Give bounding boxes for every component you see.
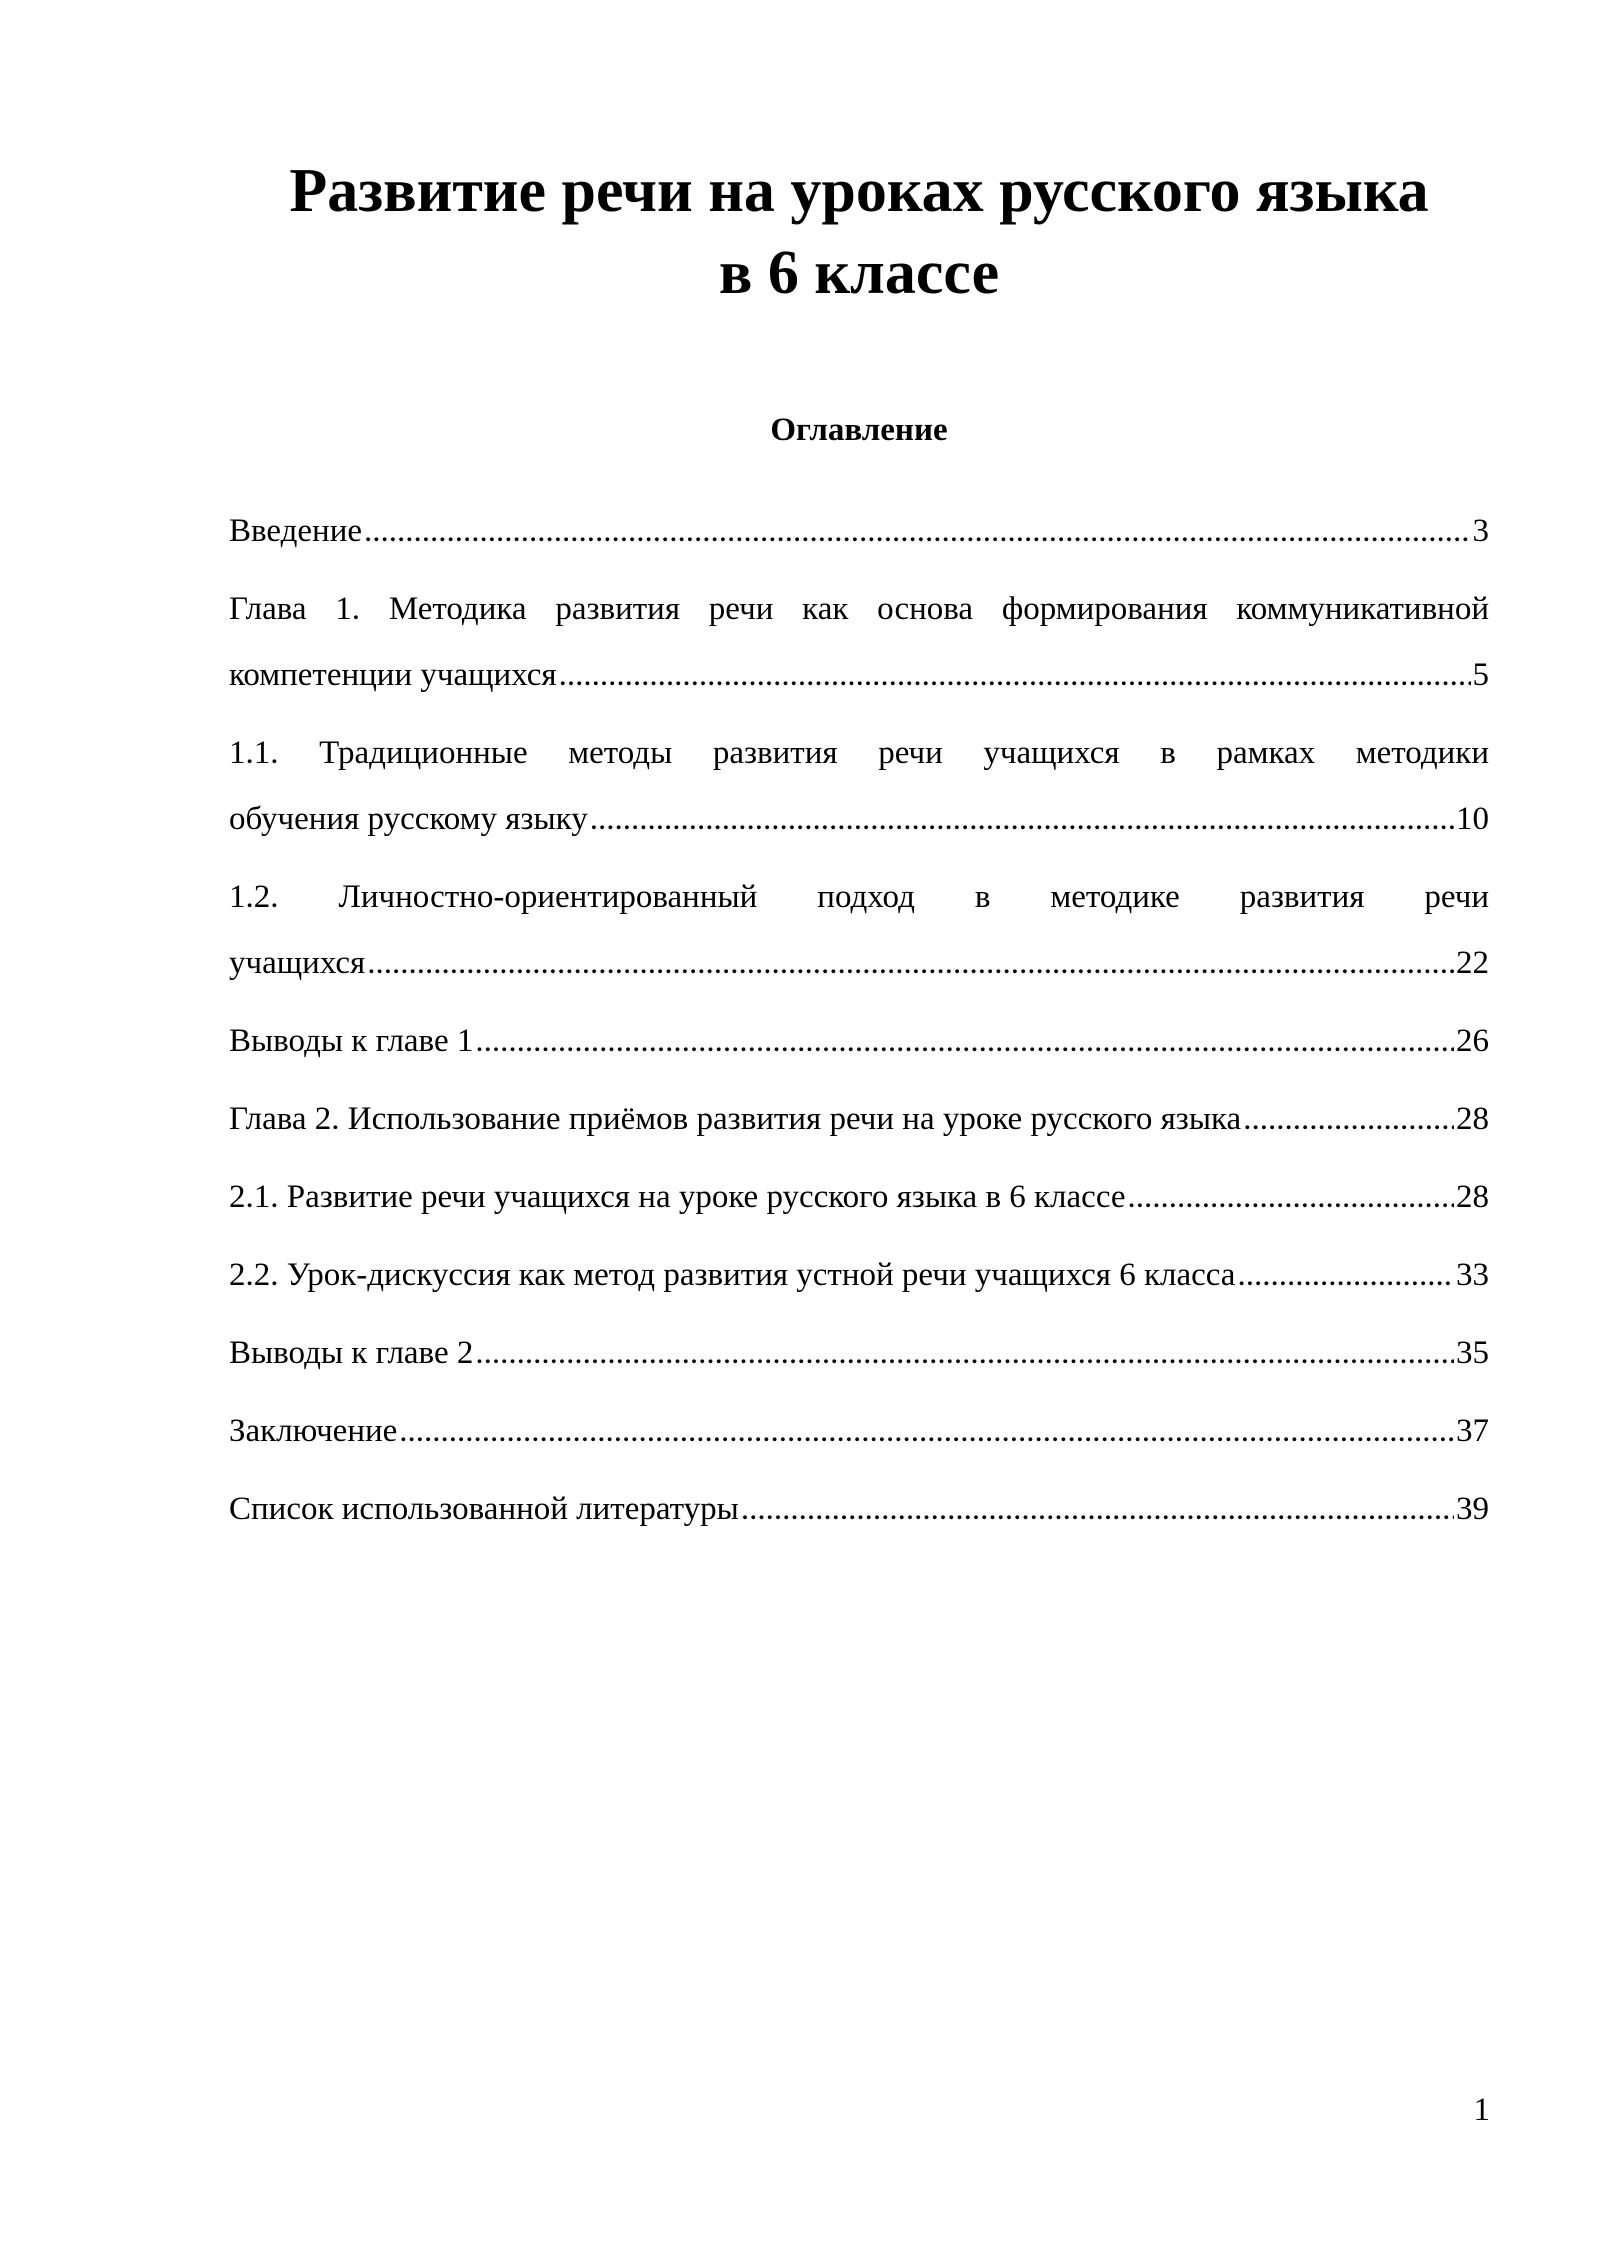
toc-entry-chapter-2[interactable]: [229, 1086, 1489, 1152]
toc-entry-title: Список использованной литературы: [229, 1491, 739, 1527]
toc-entry-page: 22: [1456, 945, 1489, 981]
toc-entry-title: 2.2. Урок-дискуссия как метод развития устной речи учащихся 6 класса: [229, 1257, 1236, 1293]
toc-entry-section-2-1[interactable]: [229, 1164, 1489, 1230]
toc-entry-page: 37: [1456, 1413, 1489, 1449]
toc-entry-title: Выводы к главе 2: [229, 1335, 474, 1371]
toc-entry-page: 35: [1456, 1335, 1489, 1371]
toc-entry-bibliography[interactable]: [229, 1476, 1489, 1542]
toc-entry-title: Глава 2. Использование приёмов развития речи на уроке русского языка: [229, 1101, 1242, 1137]
toc-entry-page: 3: [1472, 513, 1489, 549]
toc-entry-title: Введение: [229, 513, 363, 549]
toc-leader-dots: [559, 642, 1471, 708]
toc-entry-section-1-1[interactable]: [229, 720, 1489, 852]
document-title-line-1: Развитие речи на уроках русского языка: [289, 157, 1429, 225]
document-title-line-2: в 6 классе: [718, 239, 1000, 307]
toc-entry-title: учащихся: [229, 945, 366, 981]
toc-entry-chapter-1[interactable]: [229, 576, 1489, 708]
toc-leader-dots: [1128, 1164, 1454, 1230]
toc-entry-title: обучения русскому языку: [229, 801, 588, 837]
toc-leader-dots: [367, 930, 1454, 996]
toc-entry-section-2-2[interactable]: [229, 1242, 1489, 1308]
document-title: [229, 150, 1489, 314]
toc-entry-title: 2.1. Развитие речи учащихся на уроке русского языка в 6 классе: [229, 1179, 1126, 1215]
toc-leader-dots: [399, 1398, 1454, 1464]
toc-leader-dots: [475, 1008, 1454, 1074]
toc-entry-page: 10: [1456, 801, 1489, 837]
toc-entry-title: Заключение: [229, 1413, 398, 1449]
toc-entry-title-line: 1.1. Традиционные методы развития речи учащихся в рамках методики: [229, 735, 1489, 771]
toc-heading: Оглавление: [770, 412, 948, 448]
toc-entry-page: 39: [1456, 1491, 1489, 1527]
toc-entry-page: 28: [1456, 1179, 1489, 1215]
toc-leader-dots: [590, 786, 1454, 852]
toc-entry-page: 26: [1456, 1023, 1489, 1059]
toc-entry-section-1-2[interactable]: [229, 864, 1489, 996]
table-of-contents: [229, 498, 1489, 1542]
toc-entry-introduction[interactable]: [229, 498, 1489, 564]
toc-leader-dots: [475, 1320, 1454, 1386]
toc-entry-title-line: Глава 1. Методика развития речи как основа формирования коммуникативной: [229, 591, 1489, 627]
toc-entry-page: 28: [1456, 1101, 1489, 1137]
toc-entry-title: компетенции учащихся: [229, 657, 557, 693]
toc-entry-conclusions-chapter-2[interactable]: [229, 1320, 1489, 1386]
toc-leader-dots: [364, 498, 1470, 564]
toc-leader-dots: [1237, 1242, 1454, 1308]
toc-leader-dots: [741, 1476, 1454, 1542]
toc-entry-page: 5: [1472, 657, 1489, 693]
toc-entry-title-line: 1.2. Личностно-ориентированный подход в методике развития речи: [229, 879, 1489, 915]
toc-entry-conclusion[interactable]: [229, 1398, 1489, 1464]
toc-entry-conclusions-chapter-1[interactable]: [229, 1008, 1489, 1074]
toc-leader-dots: [1243, 1086, 1454, 1152]
toc-entry-title: Выводы к главе 1: [229, 1023, 474, 1059]
page-number: 1: [1473, 2092, 1490, 2128]
toc-entry-page: 33: [1456, 1257, 1489, 1293]
